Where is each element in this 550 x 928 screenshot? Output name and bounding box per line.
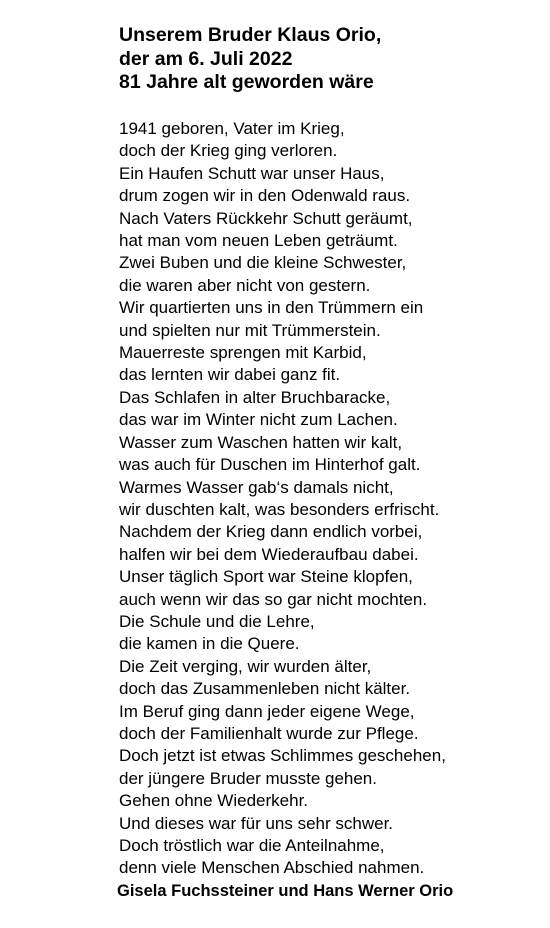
poem-line: Doch tröstlich war die Anteilnahme,	[119, 836, 385, 855]
poem-line: Ein Haufen Schutt war unser Haus,	[119, 163, 385, 183]
poem-line: Wasser zum Waschen hatten wir kalt,	[119, 432, 403, 452]
poem-line: denn viele Menschen Abschied nahmen.	[119, 858, 425, 878]
poem-line: Doch jetzt ist etwas Schlimmes geschehen,	[119, 746, 446, 766]
poem-line: 1941 geboren, Vater im Krieg,	[119, 119, 345, 138]
poem-line: Und dieses war für uns sehr schwer.	[119, 813, 394, 833]
poem-line: die waren aber nicht von gestern.	[119, 275, 371, 295]
poem-line: was auch für Duschen im Hinterhof galt.	[119, 455, 421, 475]
poem-line: das war im Winter nicht zum Lachen.	[119, 410, 398, 430]
poem-line: Das Schlafen in alter Bruchbaracke,	[119, 387, 391, 407]
signature: Gisela Fuchssteiner und Hans Werner Orio	[117, 882, 454, 900]
poem-line: die kamen in die Quere.	[119, 634, 300, 654]
poem-line: doch der Krieg ging verloren.	[119, 141, 338, 161]
heading-line-date: der am 6. Juli 2022	[119, 47, 293, 70]
poem-line: Nachdem der Krieg dann endlich vorbei,	[119, 522, 423, 542]
poem-line: Gehen ohne Wiederkehr.	[119, 791, 309, 811]
heading-line-age: 81 Jahre alt geworden wäre	[119, 71, 374, 93]
poem-line: Im Beruf ging dann jeder eigene Wege,	[119, 701, 415, 721]
poem-line: Die Schule und die Lehre,	[119, 611, 315, 631]
poem-line: wir duschten kalt, was besonders erfrischt.	[119, 499, 440, 519]
heading-line-dedication: Unserem Bruder Klaus Orio,	[119, 24, 382, 46]
poem-line: und spielten nur mit Trümmerstein.	[119, 320, 381, 340]
poem-line: doch der Familienhalt wurde zur Pflege.	[119, 723, 419, 743]
poem-line: halfen wir bei dem Wiederaufbau dabei.	[119, 544, 419, 564]
poem-line: doch das Zusammenleben nicht kälter.	[119, 679, 411, 699]
poem-line: Warmes Wasser gab‘s damals nicht,	[119, 477, 394, 497]
poem-line: Zwei Buben und die kleine Schwester,	[119, 253, 407, 273]
poem	[119, 118, 539, 880]
poem-line: hat man vom neuen Leben geträumt.	[119, 231, 398, 251]
poem-line: Nach Vaters Rückkehr Schutt geräumt,	[119, 208, 413, 228]
notice-heading	[119, 24, 539, 95]
poem-line: Die Zeit verging, wir wurden älter,	[119, 656, 372, 676]
poem-line: auch wenn wir das so gar nicht mochten.	[119, 589, 428, 609]
poem-line: drum zogen wir in den Odenwald raus.	[119, 186, 411, 206]
poem-line: Mauerreste sprengen mit Karbid,	[119, 343, 367, 363]
poem-line: der jüngere Bruder musste gehen.	[119, 768, 377, 788]
poem-line: Unser täglich Sport war Steine klopfen,	[119, 567, 413, 587]
poem-line: Wir quartierten uns in den Trümmern ein	[119, 298, 424, 318]
poem-line: das lernten wir dabei ganz fit.	[119, 365, 341, 385]
